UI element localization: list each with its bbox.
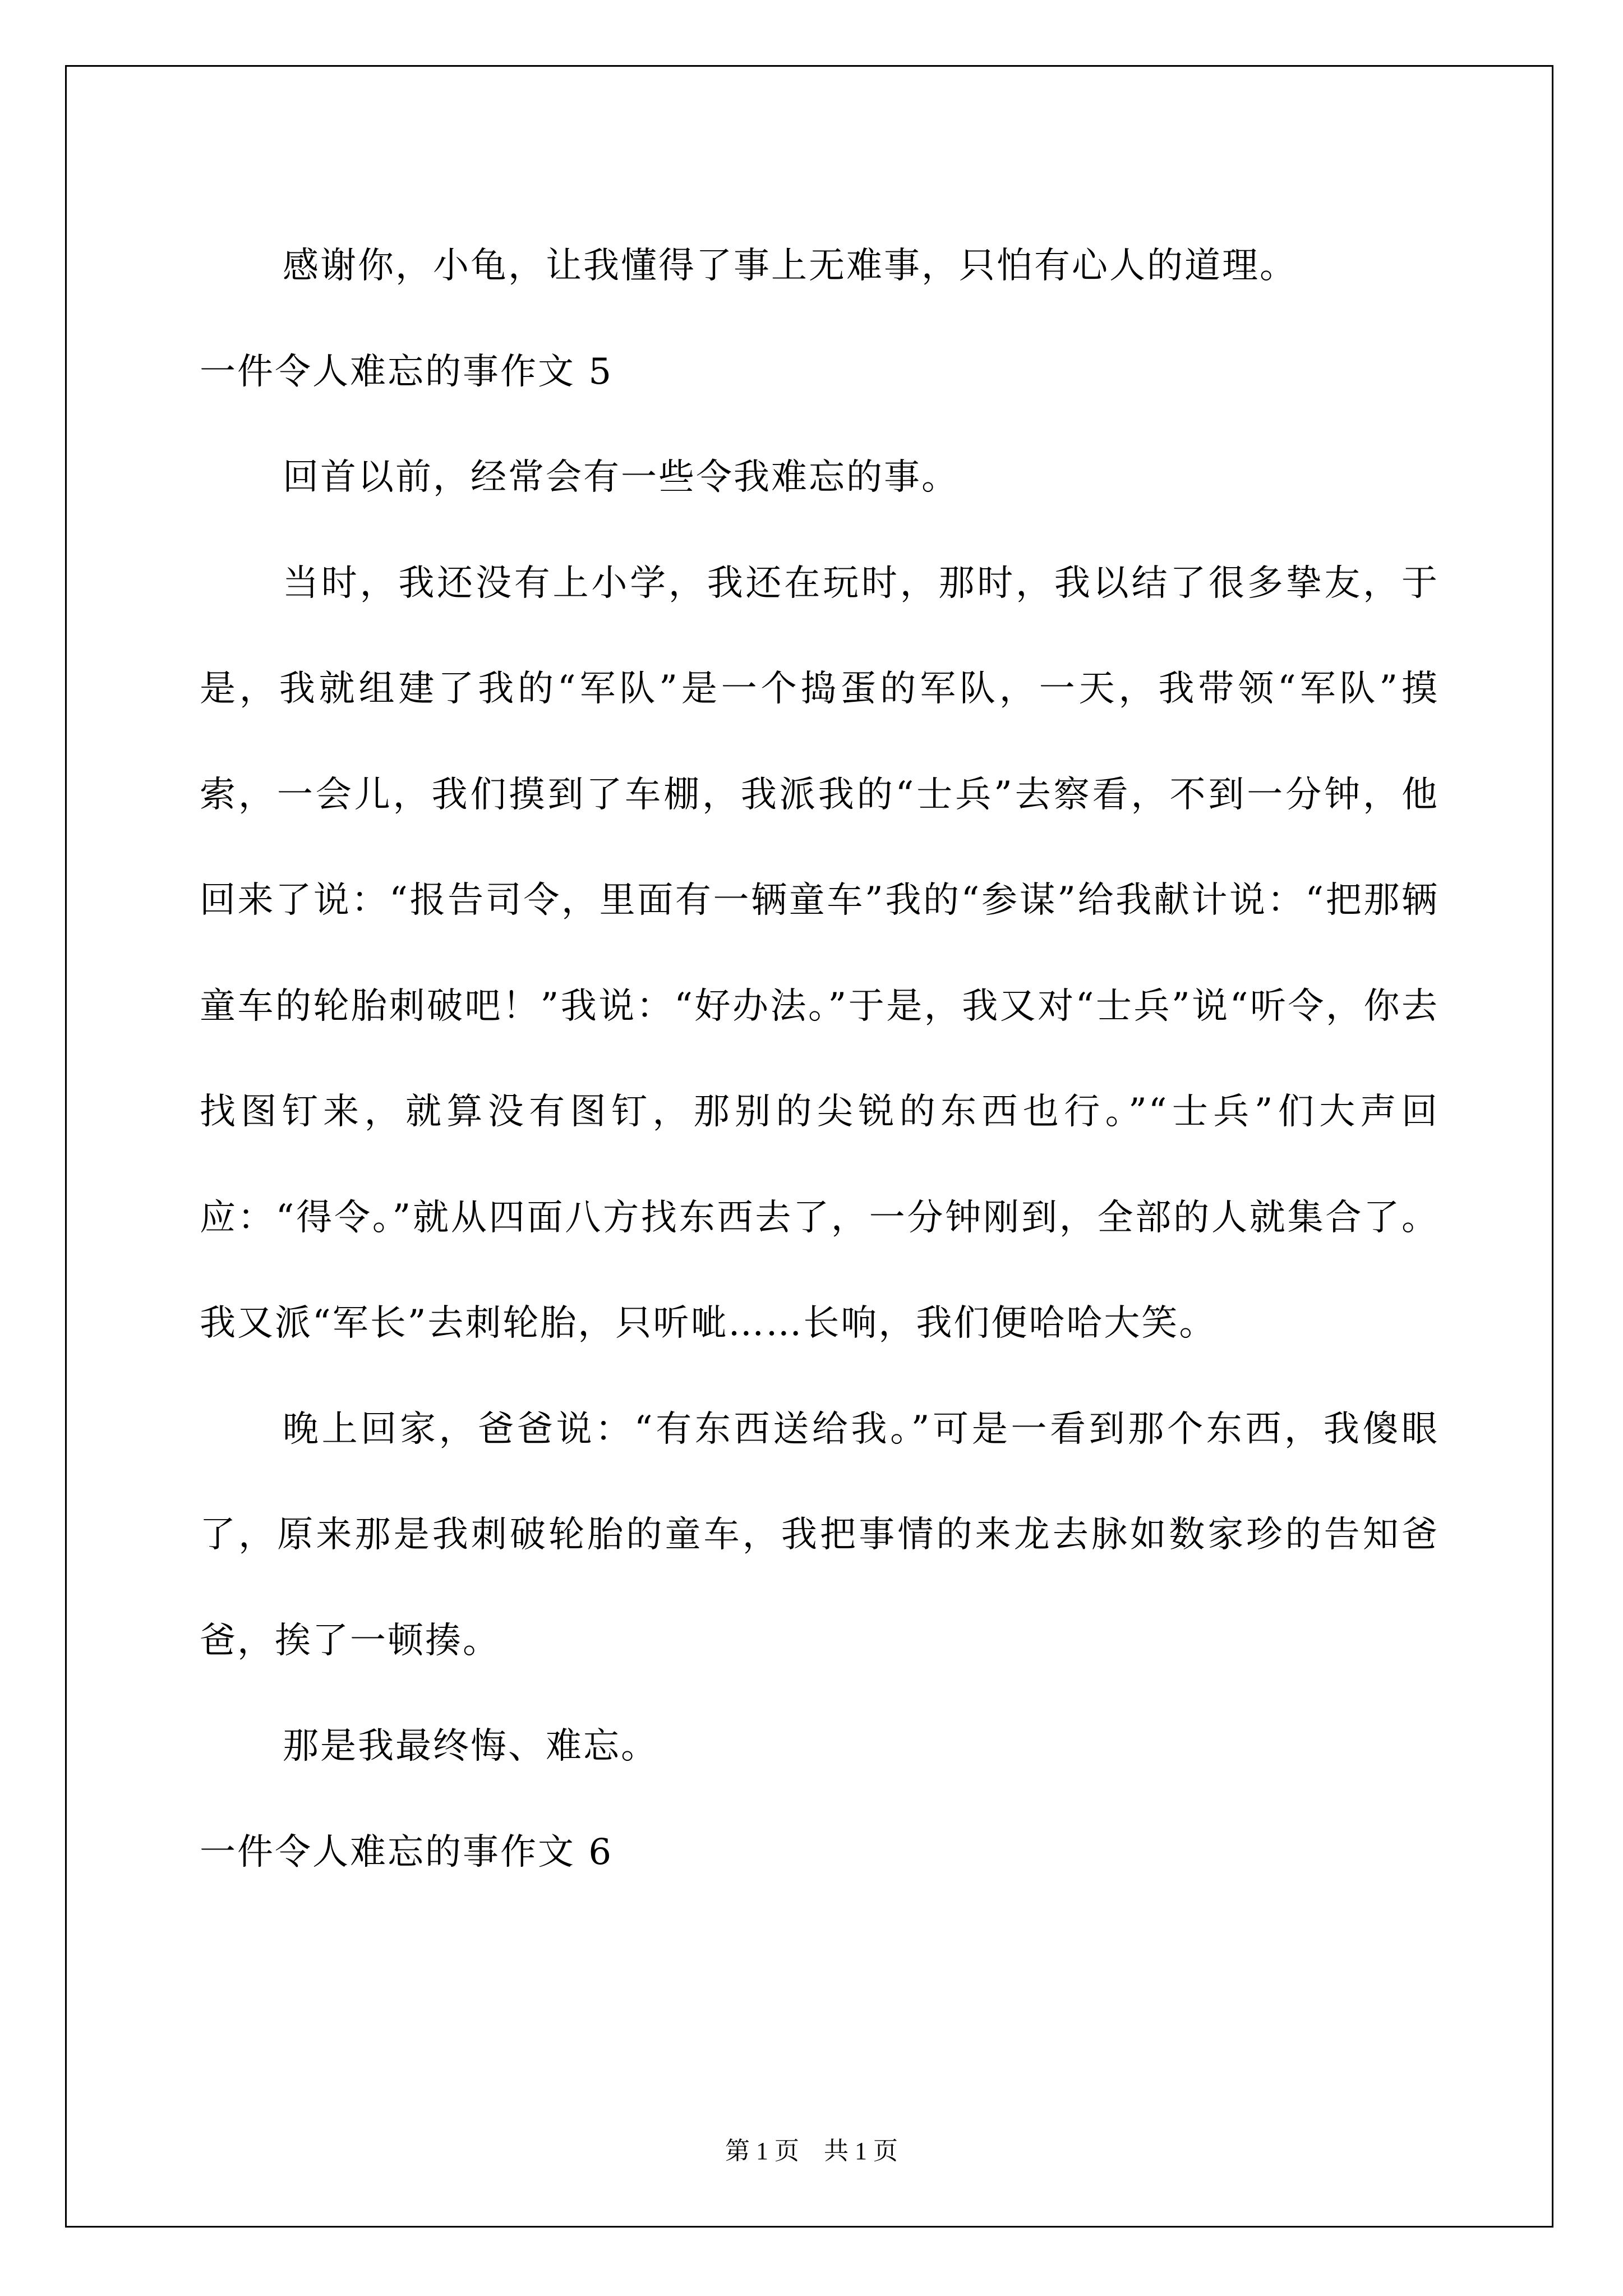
paragraph: 晚上回家，爸爸说：“有东西送给我。”可是一看到那个东西，我傻眼了，原来那是我刺破轮胎的童车，我把事情的来龙去脉如数家珍的告知爸爸，挨了一顿揍。 [200,1408,1439,1662]
paragraph: 回首以前，经常会有一些令我难忘的事。 [283,457,959,498]
document-body [200,213,1439,1905]
page-footer: 第 1 页 共 1 页 [725,2137,898,2165]
section-heading: 一件令人难忘的事作文 5 [200,351,614,393]
paragraph: 那是我最终悔、难忘。 [283,1726,658,1767]
paragraph: 感谢你，小龟，让我懂得了事上无难事，只怕有心人的道理。 [283,245,1297,287]
paragraph: 当时，我还没有上小学，我还在玩时，那时，我以结了很多挚友，于是，我就组建了我的“军队”是一个捣蛋的军队，一天，我带领“军队”摸索，一会儿，我们摸到了车棚，我派我的“士兵”去察看，不到一分钟，他回来了说：“报告司令，里面有一辆童车”我的“参谋”给我献计说：“把那辆童车的轮胎刺破吧！”我说：“好办法。”于是，我又对“士兵”说“听令，你去找图钉来，就算没有图钉，那别的尖锐的东西也行。”“士兵”们大声回应：“得令。”就从四面八方找东西去了，一分钟刚到，全部的人就集合了。我又派“军长”去刺轮胎，只听呲……长响，我们便哈哈大笑。 [200,562,1439,1344]
section-heading: 一件令人难忘的事作文 6 [200,1831,614,1873]
